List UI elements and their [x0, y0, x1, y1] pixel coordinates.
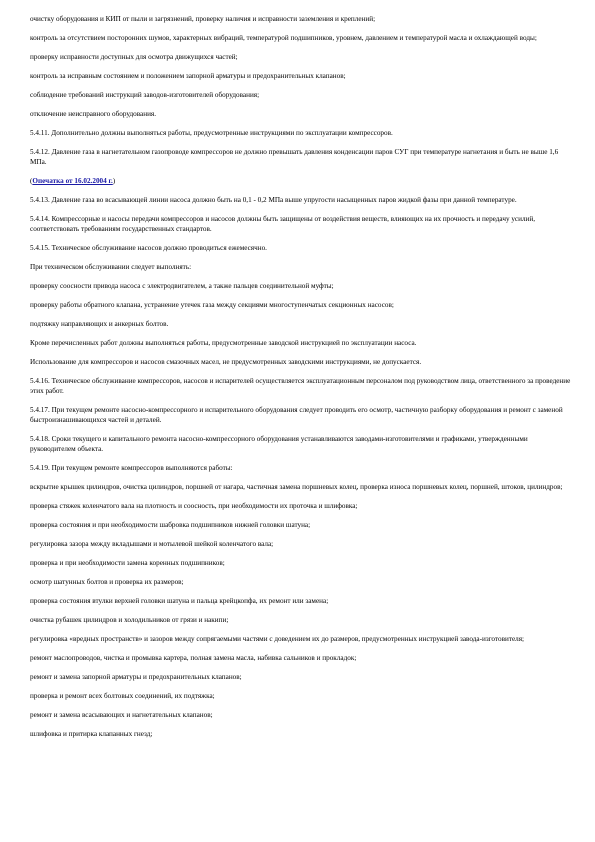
- paragraph: вскрытие крышек цилиндров, очистка цилиндров, поршней от нагара, частичная замена поршневых колец, проверка износа поршневых колец, поршней, штоков, цилиндров;: [30, 483, 563, 491]
- paragraph: осмотр шатунных болтов и проверка их размеров;: [30, 578, 184, 586]
- paren-close: ): [112, 177, 116, 185]
- paragraph: очистка рубашек цилиндров и холодильников от грязи и накипи;: [30, 616, 229, 624]
- paragraph: отключение неисправного оборудования.: [30, 110, 157, 118]
- paragraph: очистку оборудования и КИП от пыли и загрязнений, проверку наличия и исправности заземления и креплений;: [30, 15, 376, 23]
- paragraph: 5.4.13. Давление газа во всасывающей линии насоса должно быть на 0,1 - 0,2 МПа выше упругости насыщенных паров жидкой фазы при данной температуре.: [30, 196, 517, 204]
- paragraph: проверку соосности привода насоса с электродвигателем, а также пальцев соединительной муфты;: [30, 282, 334, 290]
- paragraph: проверка состояния и при необходимости шабровка подшипников нижней головки шатуна;: [30, 521, 311, 529]
- paragraph: подтяжку направляющих и анкерных болтов.: [30, 320, 169, 328]
- paragraph: проверка состояния втулки верхней головки шатуна и пальца крейцкопфа, их ремонт или замена;: [30, 597, 329, 605]
- paragraph: проверку работы обратного клапана, устранение утечек газа между секциями многоступенчатых секционных насосов;: [30, 301, 394, 309]
- paragraph: шлифовка и притирка клапанных гнезд;: [30, 730, 153, 738]
- paragraph: 5.4.11. Дополнительно должны выполняться работы, предусмотренные инструкциями по эксплуатации компрессоров.: [30, 129, 393, 137]
- erratum-link[interactable]: Опечатка от 16.02.2004 г.: [32, 177, 113, 185]
- paragraph: 5.4.16. Техническое обслуживание компрессоров, насосов и испарителей осуществляется эксплуатационным персоналом под руководством лица, ответственного за проведение этих работ.: [30, 377, 571, 395]
- document-body: [30, 14, 575, 748]
- paragraph: При техническом обслуживании следует выполнять:: [30, 263, 192, 271]
- paragraph: Использование для компрессоров и насосов смазочных масел, не предусмотренных заводскими инструкциями, не допускается.: [30, 358, 422, 366]
- paragraph: проверка и ремонт всех болтовых соединений, их подтяжка;: [30, 692, 215, 700]
- paragraph: 5.4.18. Сроки текущего и капитального ремонта насосно-компрессорного оборудования устанавливаются заводами-изготовителями и графиками, утвержденными руководителем объекта.: [30, 435, 528, 453]
- paragraph: 5.4.12. Давление газа в нагнетательном газопроводе компрессоров не должно превышать давления конденсации паров СУГ при температуре нагнетания и быть не выше 1,6 МПа.: [30, 148, 559, 166]
- paragraph: проверка и при необходимости замена коренных подшипников;: [30, 559, 225, 567]
- paragraph: регулировка зазора между вкладышами и мотылевой шейкой коленчатого вала;: [30, 540, 274, 548]
- paren-open: (: [30, 177, 33, 185]
- paragraph: контроль за отсутствием посторонних шумов, характерных вибраций, температурой подшипников, уровнем, давлением и температурой масла и охлаждающей воды;: [30, 34, 537, 42]
- paragraph: ремонт и замена всасывающих и нагнетательных клапанов;: [30, 711, 213, 719]
- erratum-line: [30, 176, 575, 186]
- paragraph: регулировка «вредных пространств» и зазоров между сопрягаемыми частями с доведением их до размеров, предусмотренных инструкцией завода-изготовителя;: [30, 635, 525, 643]
- paragraph: 5.4.15. Техническое обслуживание насосов должно проводиться ежемесячно.: [30, 244, 267, 252]
- paragraph: соблюдение требований инструкций заводов-изготовителей оборудования;: [30, 91, 260, 99]
- paragraph: проверку исправности доступных для осмотра движущихся частей;: [30, 53, 238, 61]
- paragraph: Кроме перечисленных работ должны выполняться работы, предусмотренные заводской инструкцией по эксплуатации насоса.: [30, 339, 417, 347]
- paragraph: ремонт и замена запорной арматуры и предохранительных клапанов;: [30, 673, 242, 681]
- paragraph: контроль за исправным состоянием и положением запорной арматуры и предохранительных клапанов;: [30, 72, 346, 80]
- paragraph: проверка стяжек коленчатого вала на плотность и соосность, при необходимости их проточка и шлифовка;: [30, 502, 358, 510]
- paragraph: 5.4.14. Компрессорные и насосы передачи компрессоров и насосов должны быть защищены от воздействия веществ, влияющих на их прочность и передачу усилий, соответствовать требованиям государственных стандартов.: [30, 215, 536, 233]
- paragraph: 5.4.19. При текущем ремонте компрессоров выполняются работы:: [30, 464, 233, 472]
- paragraph: 5.4.17. При текущем ремонте насосно-компрессорного и испарительного оборудования следует проводить его осмотр, частичную разборку оборудования и ремонт с заменой быстроизнашивающихся частей и деталей.: [30, 406, 563, 424]
- paragraph: ремонт маслопроводов, чистка и промывка картера, полная замена масла, набивка сальников и прокладок;: [30, 654, 357, 662]
